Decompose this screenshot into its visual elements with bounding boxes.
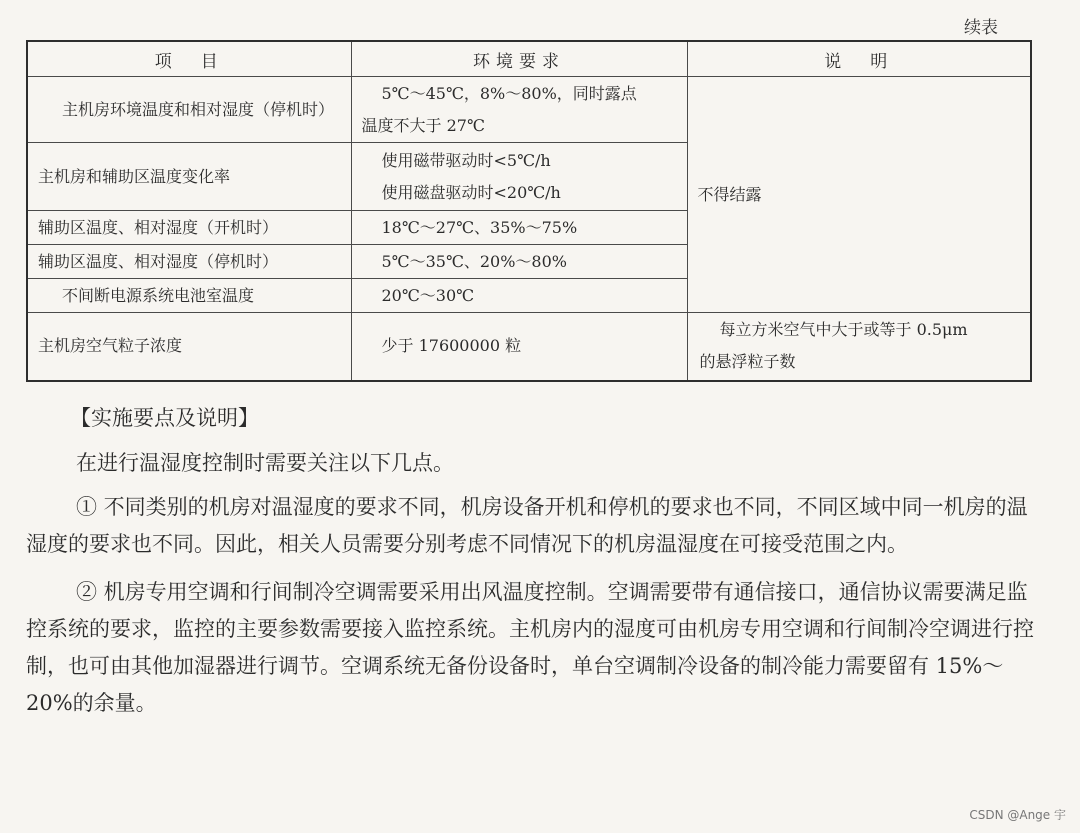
item-cell: 不间断电源系统电池室温度 (27, 279, 351, 313)
header-requirement: 环境要求 (351, 41, 687, 77)
requirement-cell (351, 279, 687, 313)
table-row (27, 77, 1031, 143)
table-row (27, 313, 1031, 381)
note-cell (687, 313, 1031, 381)
requirement-line: 20℃～30℃ (381, 285, 475, 305)
requirement-cell (351, 245, 687, 279)
header-note: 说 明 (687, 41, 1031, 77)
point-paragraph-2: ② 机房专用空调和行间制冷空调需要采用出风温度控制。空调需要带有通信接口，通信协议需要满足监控系统的要求，监控的主要参数需要接入监控系统。主机房内的湿度可由机房专用空调和行间制冷空调进行控制，也可由其他加湿器进行调节。空调系统无备份设备时，单台空调制冷设备的制冷能力需要留有 15%～20%的余量。 (26, 580, 1034, 715)
intro-paragraph: 在进行温湿度控制时需要关注以下几点。 (76, 451, 454, 475)
environment-requirements-table (26, 40, 1032, 382)
requirement-line: 18℃～27℃、35%～75% (381, 217, 578, 237)
watermark: CSDN @Ange 宇 (969, 808, 1066, 822)
requirement-line: 5℃～35℃、20%～80% (381, 251, 567, 271)
requirement-cell (351, 211, 687, 245)
point-paragraph-1: ① 不同类别的机房对温湿度的要求不同，机房设备开机和停机的要求也不同，不同区域中同一机房的温湿度的要求也不同。因此，相关人员需要分别考虑不同情况下的机房温湿度在可接受范围之内。 (26, 495, 1028, 556)
header-item: 项 目 (27, 41, 351, 77)
continued-table-label: 续表 (964, 18, 998, 38)
requirement-line: 5℃～45℃，8%～80%，同时露点 (381, 83, 637, 103)
requirement-line: 温度不大于 27℃ (361, 115, 485, 135)
item-cell: 辅助区温度、相对湿度（停机时） (27, 245, 351, 279)
item-cell: 主机房空气粒子浓度 (27, 313, 351, 381)
note-cell-merged: 不得结露 (687, 77, 1031, 313)
note-line: 每立方米空气中大于或等于 0.5μm (719, 320, 968, 340)
item-cell: 主机房环境温度和相对湿度（停机时） (27, 77, 351, 143)
note-line: 的悬浮粒子数 (699, 352, 796, 372)
requirement-cell (351, 143, 687, 211)
item-cell: 主机房和辅助区温度变化率 (27, 143, 351, 211)
requirement-line: 少于 17600000 粒 (381, 336, 522, 356)
requirement-line: 使用磁盘驱动时<20℃/h (381, 182, 561, 202)
table-header-row (27, 41, 1031, 77)
body-section (26, 400, 1034, 722)
requirement-line: 使用磁带驱动时<5℃/h (381, 150, 551, 170)
requirement-cell (351, 313, 687, 381)
requirement-cell (351, 77, 687, 143)
item-cell: 辅助区温度、相对湿度（开机时） (27, 211, 351, 245)
section-title: 【实施要点及说明】 (70, 406, 259, 430)
